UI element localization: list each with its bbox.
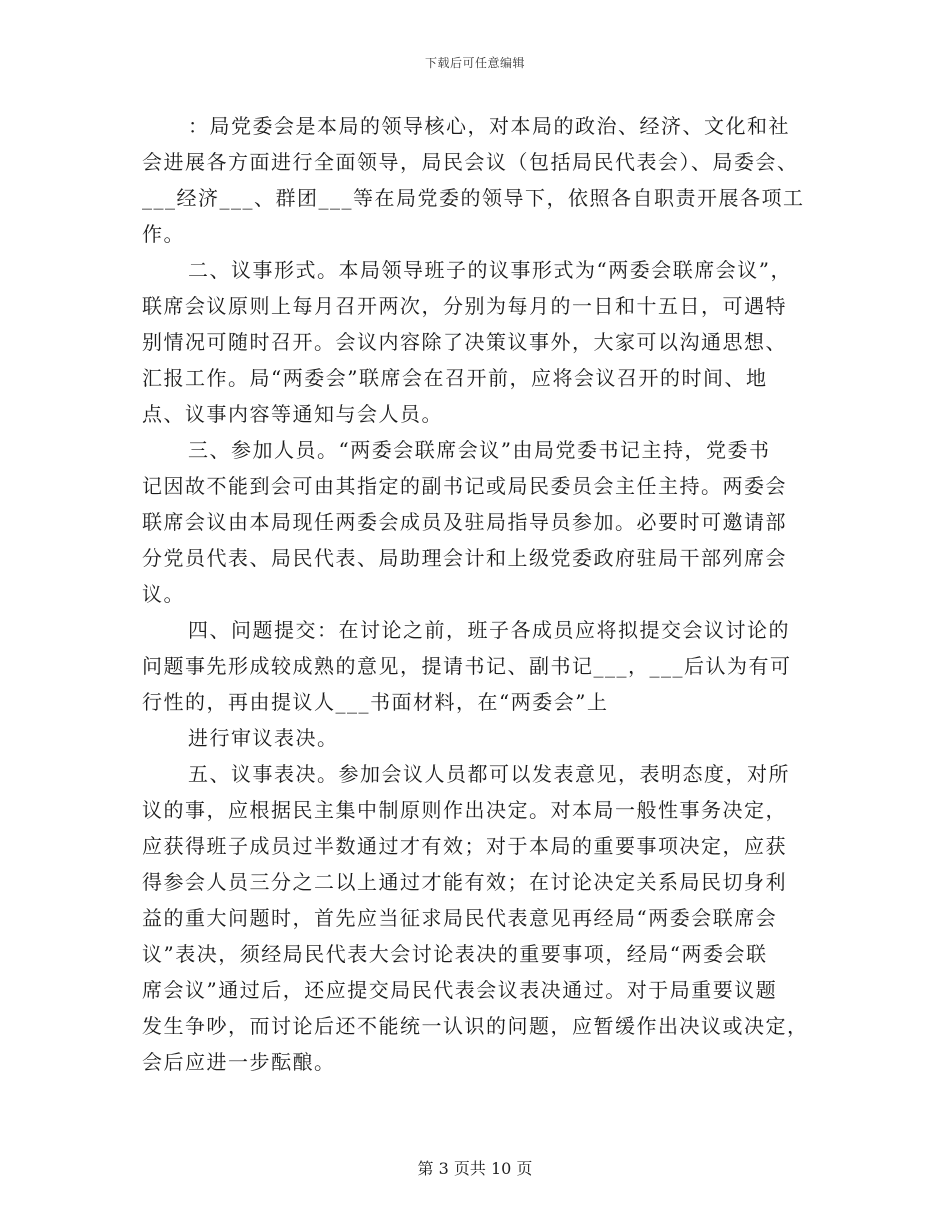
text-line: 进行审议表决。	[188, 726, 339, 750]
text-line: 别情况可随时召开。会议内容除了决策议事外，大家可以沟通思想、	[142, 330, 787, 354]
text-line: 议。	[142, 582, 185, 606]
text-line: 得参会人员三分之二以上通过才能有效；在讨论决定关系局民切身利	[142, 870, 787, 894]
text-line: 联席会议原则上每月召开两次，分别为每月的一日和十五日，可遇特	[142, 294, 787, 318]
page-number: 第 3 页共 10 页	[417, 1159, 533, 1178]
text-line: 记因故不能到会可由其指定的副书记或局民委员会主任主持。两委会	[142, 474, 787, 498]
text-line: 应获得班子成员过半数通过才有效；对于本局的重要事项决定，应获	[142, 834, 787, 858]
text-line: 益的重大问题时，首先应当征求局民代表意见再经局“两委会联席会	[142, 906, 778, 930]
text-line: ：局党委会是本局的领导核心，对本局的政治、经济、文化和社	[188, 114, 790, 138]
text-line: 会进展各方面进行全面领导，局民会议（包括局民代表会）、局委会、	[142, 150, 799, 174]
page-header-note: 下载后可任意编辑	[424, 56, 525, 70]
text-line: ___经济___、群团___等在局党委的领导下，依照各自职责开展各项工	[142, 186, 805, 210]
text-line: 分党员代表、局民代表、局助理会计和上级党委政府驻局干部列席会	[142, 546, 787, 570]
text-line: 五、议事表决。参加会议人员都可以发表意见，表明态度，对所	[188, 762, 790, 786]
text-line: 汇报工作。局“两委会”联席会在召开前，应将会议召开的时间、地	[142, 366, 768, 390]
text-line: 点、议事内容等通知与会人员。	[142, 402, 443, 426]
text-line: 行性的，再由提议人___书面材料，在“两委会”上	[142, 690, 609, 714]
text-line: 议的事，应根据民主集中制原则作出决定。对本局一般性事务决定，	[142, 798, 787, 822]
text-line: 发生争吵，而讨论后还不能统一认识的问题，应暂缓作出决议或决定，	[142, 1014, 809, 1038]
text-line: 席会议”通过后，还应提交局民代表会议表决通过。对于局重要议题	[142, 978, 778, 1002]
document-body	[142, 108, 812, 1080]
text-line: 作。	[142, 222, 185, 246]
text-line: 四、问题提交：在讨论之前，班子各成员应将拟提交会议讨论的	[188, 618, 790, 642]
text-line: 联席会议由本局现任两委会成员及驻局指导员参加。必要时可邀请部	[142, 510, 787, 534]
text-line: 三、参加人员。“两委会联席会议”由局党委书记主持，党委书	[188, 438, 771, 462]
text-line: 问题事先形成较成熟的意见，提请书记、副书记___，___后认为有可	[142, 654, 792, 678]
text-line: 议”表决，须经局民代表大会讨论表决的重要事项，经局“两委会联	[142, 942, 768, 966]
text-line: 会后应进一步酝酿。	[142, 1050, 336, 1074]
text-line: 二、议事形式。本局领导班子的议事形式为“两委会联席会议”，	[188, 258, 792, 282]
